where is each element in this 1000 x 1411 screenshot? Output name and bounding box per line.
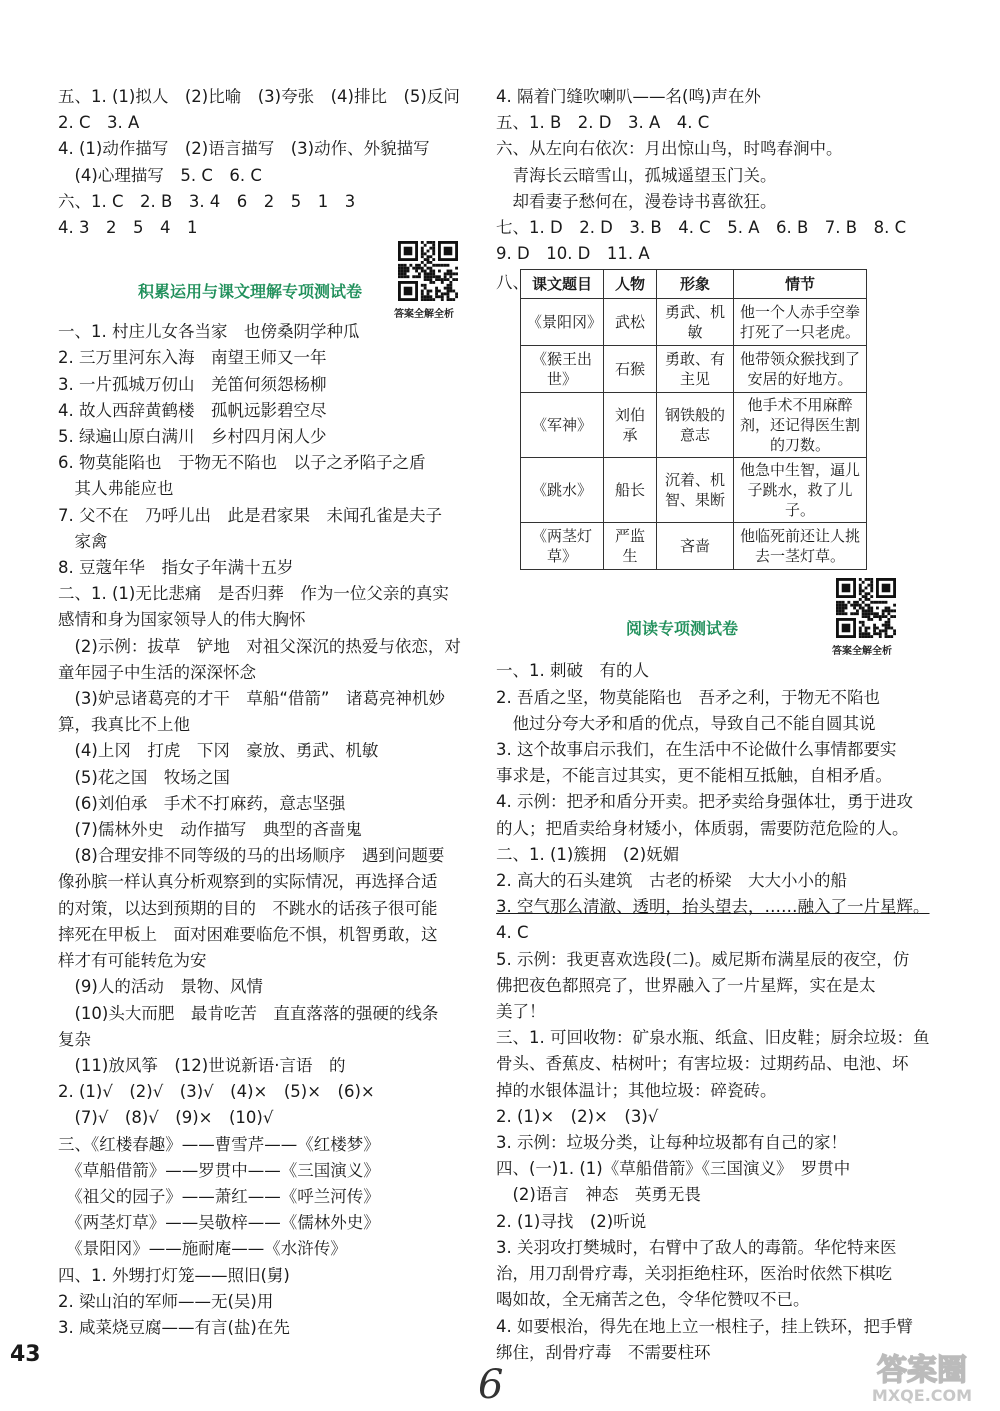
answer-line: 3. 空气那么清澈、透明，抬头望去，……融入了一片星辉。 xyxy=(496,897,930,917)
answer-line: 六、1. C 2. B 3. 4 6 2 5 1 3 xyxy=(58,191,356,211)
table-cell: 武松 xyxy=(604,299,657,346)
table-cell: 他手术不用麻醉剂，还记得医生割的刀数。 xyxy=(734,393,867,458)
answer-line: 2. (1)寻找 (2)听说 xyxy=(496,1211,647,1231)
right-column xyxy=(496,84,930,1366)
table-header-cell: 形象 xyxy=(657,270,734,299)
table-cell: 他一个人赤手空拳打死了一只老虎。 xyxy=(734,299,867,346)
section-title: 积累运用与课文理解专项测试卷 xyxy=(138,282,363,302)
answer-line: (7)儒林外史 动作描写 典型的吝啬鬼 xyxy=(58,820,362,840)
section-title: 阅读专项测试卷 xyxy=(626,619,739,639)
table-cell: 勇敢、有主见 xyxy=(657,346,734,393)
answer-line: 五、1. (1)拟人 (2)比喻 (3)夸张 (4)排比 (5)反问 xyxy=(58,87,460,106)
answer-line: 三、1. 可回收物：矿泉水瓶、纸盒、旧皮鞋；厨余垃圾：鱼 xyxy=(496,1028,930,1048)
left-column xyxy=(58,84,478,1341)
answer-line: 喝如故，全无痛苦之色，令华佗赞叹不已。 xyxy=(496,1290,810,1310)
answer-line: 《祖父的园子》——萧红——《呼兰河传》 xyxy=(58,1186,380,1206)
answer-line: 2. 吾盾之坚，物莫能陷也 吾矛之利，于物无不陷也 xyxy=(496,687,880,707)
answer-line: 他过分夸大矛和盾的优点，导致自己不能自圆其说 xyxy=(496,713,876,733)
answer-line: 像孙膑一样认真分析观察到的实际情况，再选择合适 xyxy=(58,872,438,892)
right-answers-main xyxy=(496,658,930,1365)
answer-line: (3)妒忌诸葛亮的才干 草船“借箭” 诸葛亮神机妙 xyxy=(58,689,445,709)
table-cell: 《景阳冈》 xyxy=(521,299,604,346)
answer-line: 2. (1)√ (2)√ (3)√ (4)× (5)× (6)× xyxy=(58,1082,375,1102)
answer-line: 5. 示例：我更喜欢选段(二)。威尼斯布满星辰的夜空，仿 xyxy=(496,949,910,969)
right-answers-top xyxy=(496,84,916,267)
answer-line: 复杂 xyxy=(58,1029,91,1049)
answer-line: 四、1. 外甥打灯笼——照旧(舅) xyxy=(58,1265,290,1285)
answer-line: 摔死在甲板上 面对困难要临危不惧，机智勇敢，这 xyxy=(58,924,438,944)
table-header-row xyxy=(521,270,867,299)
answer-line: 二、1. (1)无比悲痛 是否归葬 作为一位父亲的真实 xyxy=(58,584,449,604)
table-cell: 《跳水》 xyxy=(521,458,604,523)
answer-line: 2. (1)× (2)× (3)√ xyxy=(496,1106,659,1126)
answer-line: 8. 豆蔻年华 指女子年满十五岁 xyxy=(58,558,294,578)
answer-line: (9)人的活动 景物、风情 xyxy=(58,977,263,997)
section-header-accumulation xyxy=(58,241,478,319)
table-cell: 他带领众猴找到了安居的好地方。 xyxy=(734,346,867,393)
qr-caption: 答案全解全析 xyxy=(394,309,454,321)
table-row xyxy=(521,346,867,393)
answer-line: (11)放风筝 (12)世说新语·言语 的 xyxy=(58,1055,346,1075)
answer-line: 绑住，刮骨疗毒 不需要柱环 xyxy=(496,1342,711,1362)
answer-line: 算，我真比不上他 xyxy=(58,715,190,735)
answer-line: 家禽 xyxy=(58,531,108,551)
answer-line: (10)头大而肥 最肯吃苦 直直落落的强硬的线条 xyxy=(58,1003,439,1023)
table-cell: 《军神》 xyxy=(521,393,604,458)
answer-line: (8)合理安排不同等级的马的出场顺序 遇到问题要 xyxy=(58,846,445,866)
answer-line: (6)刘伯承 手术不打麻药，意志坚强 xyxy=(58,793,346,813)
answer-line: 2. C 3. A xyxy=(58,113,140,133)
answer-line: (4)上冈 打虎 下冈 豪放、勇武、机敏 xyxy=(58,741,379,761)
answer-line: 感情和身为国家领导人的伟大胸怀 xyxy=(58,610,306,630)
answer-line: (7)√ (8)√ (9)× (10)√ xyxy=(58,1108,274,1128)
answer-line: 其人弗能应也 xyxy=(58,479,174,499)
answer-line: 的人；把盾卖给身材矮小，体质弱，需要防范危险的人。 xyxy=(496,818,909,838)
table-cell: 钢铁般的意志 xyxy=(657,393,734,458)
section-header-reading xyxy=(496,570,916,658)
answer-line: 3. 示例：垃圾分类，让每种垃圾都有自己的家！ xyxy=(496,1133,847,1153)
answer-line: 《两茎灯草》——吴敬梓——《儒林外史》 xyxy=(58,1213,380,1233)
table-cell: 石猴 xyxy=(604,346,657,393)
answer-line: 《草船借箭》——罗贯中——《三国演义》 xyxy=(58,1160,380,1180)
answer-line: 4. 3 2 5 4 1 xyxy=(58,218,198,238)
answer-line: 一、1. 村庄儿女各当家 也傍桑阴学种瓜 xyxy=(58,322,360,342)
table-cell: 严监生 xyxy=(604,523,657,570)
answer-line: 样才有可能转危为安 xyxy=(58,951,207,971)
handwritten-mark: 6 xyxy=(478,1362,504,1408)
answer-line: 9. D 10. D 11. A xyxy=(496,244,650,264)
question-label: 八、 xyxy=(496,273,529,293)
table-header-cell: 情节 xyxy=(734,270,867,299)
answer-line: 3. 这个故事启示我们，在生活中不论做什么事情都要实 xyxy=(496,740,897,760)
answer-line: 3. 一片孤城万仞山 羌笛何须怨杨柳 xyxy=(58,374,327,394)
left-answers-top xyxy=(58,84,478,241)
qr-code-icon[interactable] xyxy=(836,578,896,638)
answer-line: 六、从左向右依次：月出惊山鸟，时鸣春涧中。 xyxy=(496,139,843,159)
answer-line: 掉的水银体温计；其他垃圾：碎瓷砖。 xyxy=(496,1080,777,1100)
table-header-cell: 课文题目 xyxy=(521,270,604,299)
watermark-url: MXQE.COM xyxy=(871,1386,973,1405)
character-table-block xyxy=(496,269,916,570)
table-cell: 《两茎灯草》 xyxy=(521,523,604,570)
answer-line: 七、1. D 2. D 3. B 4. C 5. A 6. B 7. B 8. C xyxy=(496,218,907,238)
watermark-logo xyxy=(852,1346,992,1406)
answer-line: 的对策，以达到预期的目的 不跳水的话孩子很可能 xyxy=(58,898,438,918)
answer-line: 4. 故人西辞黄鹤楼 孤帆远影碧空尽 xyxy=(58,400,327,420)
qr-caption: 答案全解全析 xyxy=(832,646,892,658)
table-row xyxy=(521,458,867,523)
answer-line: 4. 隔着门缝吹喇叭——名(鸣)声在外 xyxy=(496,87,761,106)
answer-line: (5)花之国 牧场之国 xyxy=(58,767,230,787)
table-row xyxy=(521,393,867,458)
answer-line: 三、《红楼春趣》——曹雪芹——《红楼梦》 xyxy=(58,1134,380,1154)
table-cell: 吝啬 xyxy=(657,523,734,570)
answer-line: 2. 高大的石头建筑 古老的桥梁 大大小小的船 xyxy=(496,871,847,891)
answer-line: 骨头、香蕉皮、枯树叶；有害垃圾：过期药品、电池、坏 xyxy=(496,1054,909,1074)
answer-line: 3. 咸菜烧豆腐——有言(盐)在先 xyxy=(58,1317,290,1337)
table-cell: 他临死前还让人挑去一茎灯草。 xyxy=(734,523,867,570)
answer-line: 一、1. 刺破 有的人 xyxy=(496,661,649,681)
answer-line: 5. 绿遍山原白满川 乡村四月闲人少 xyxy=(58,427,327,447)
answer-line: 4. 示例：把矛和盾分开卖。把矛卖给身强体壮，勇于进攻 xyxy=(496,792,913,812)
table-cell: 他急中生智，逼儿子跳水，救了儿子。 xyxy=(734,458,867,523)
answer-line: 《景阳冈》——施耐庵——《水浒传》 xyxy=(58,1239,347,1259)
answer-line: 治，用刀刮骨疗毒，关羽拒绝柱环，医治时依然下棋吃 xyxy=(496,1264,892,1284)
character-table xyxy=(520,269,867,570)
table-row xyxy=(521,523,867,570)
table-cell: 船长 xyxy=(604,458,657,523)
answer-line: 2. 三万里河东入海 南望王师又一年 xyxy=(58,348,327,368)
answer-line: 7. 父不在 乃呼儿出 此是君家果 未闻孔雀是夫子 xyxy=(58,505,442,525)
answer-line: 4. C xyxy=(496,923,529,943)
answer-line: (4)心理描写 5. C 6. C xyxy=(58,165,262,185)
page-number: 43 xyxy=(10,1342,41,1367)
table-cell: 刘伯承 xyxy=(604,393,657,458)
table-cell: 《猴王出世》 xyxy=(521,346,604,393)
answer-line: 4. 如要根治，得先在地上立一根柱子，挂上铁环，把手臂 xyxy=(496,1316,913,1336)
table-row xyxy=(521,299,867,346)
answer-line: 2. 梁山泊的军师——无(吴)用 xyxy=(58,1291,274,1311)
answer-line: (2)语言 神态 英勇无畏 xyxy=(496,1185,701,1205)
table-cell: 沉着、机智、果断 xyxy=(657,458,734,523)
answer-line: (2)示例：拔草 铲地 对祖父深沉的热爱与依恋，对 xyxy=(58,636,461,656)
answer-line: 3. 关羽攻打樊城时，右臂中了敌人的毒箭。华佗特来医 xyxy=(496,1237,897,1257)
answer-line: 事求是，不能言过其实，更不能相互抵触，自相矛盾。 xyxy=(496,766,892,786)
answer-line: 4. (1)动作描写 (2)语言描写 (3)动作、外貌描写 xyxy=(58,139,430,159)
watermark-text: 答案圈 xyxy=(877,1353,967,1388)
answer-line: 四、(一)1. (1)《草船借箭》《三国演义》 罗贯中 xyxy=(496,1159,851,1179)
answer-line: 佛把夜色都照亮了，世界融入了一片星辉，实在是太 xyxy=(496,975,876,995)
answer-line: 美了！ xyxy=(496,1002,546,1022)
table-cell: 勇武、机敏 xyxy=(657,299,734,346)
answer-line: 却看妻子愁何在，漫卷诗书喜欲狂。 xyxy=(496,191,777,211)
qr-code-icon[interactable] xyxy=(398,241,458,301)
answer-line: 6. 物莫能陷也 于物无不陷也 以子之矛陷子之盾 xyxy=(58,453,426,473)
table-header-cell: 人物 xyxy=(604,270,657,299)
answer-line: 二、1. (1)簇拥 (2)妩媚 xyxy=(496,844,680,864)
left-answers-main xyxy=(58,319,478,1341)
answer-line: 青海长云暗雪山，孤城遥望玉门关。 xyxy=(496,165,777,185)
answer-line: 童年园子中生活的深深怀念 xyxy=(58,662,256,682)
answer-line: 五、1. B 2. D 3. A 4. C xyxy=(496,113,710,133)
